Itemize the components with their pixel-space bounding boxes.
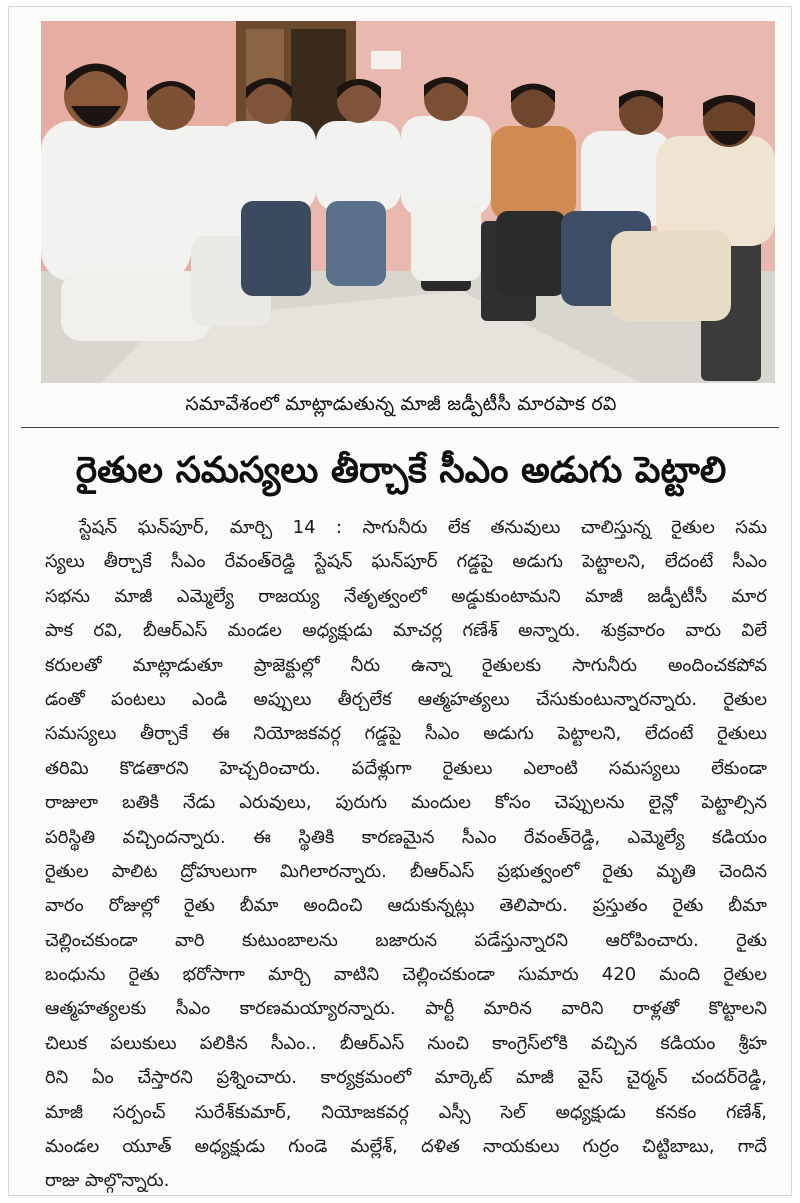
- news-photo: [41, 21, 775, 383]
- article-line: డంతో పంటలు ఎండి అప్పులు తీర్చలేక ఆత్మహత్యలు చేసుకుంటున్నారన్నారు. రైతుల: [45, 688, 767, 710]
- article-line: కరులతో మాట్లాడుతూ ప్రాజెక్టుల్లో నీరు ఉన్నా రైతులకు సాగునీరు అందించకపోవ: [45, 654, 767, 676]
- article-line: స్యలు తీర్చాకే సీఎం రేవంత్‌రెడ్డి స్టేషన్ ఘన్‌పూర్ గడ్డపై అడుగు పెట్టాలని, లేదంటే సీఎం: [45, 551, 767, 573]
- article-line: తరిమి కొడతారని హెచ్చరించారు. పదేళ్లుగా రైతులు ఎలాంటి సమస్యలు లేకుండా: [45, 757, 767, 779]
- article-body: [45, 511, 767, 1199]
- group-meeting-image: [41, 21, 775, 383]
- article-line: చిలుక పలుకులు పలికిన సీఎం.. బీఆర్ఎస్ నుంచి కాంగ్రెస్‌లోకి వచ్చిన కడియం శ్రీహ: [45, 1032, 767, 1054]
- article-line: సభను మాజీ ఎమ్మెల్యే రాజయ్య నేతృత్వంలో అడ్డుకుంటామని మాజీ జడ్పీటీసీ మార: [45, 585, 767, 607]
- article-line: రాజు పాల్గొన్నారు.: [45, 1170, 170, 1192]
- article-line: మాజీ సర్పంచ్ సురేశ్‌కుమార్, నియోజకవర్గ ఎస్సీ సెల్ అధ్యక్షుడు కనకం గణేశ్,: [45, 1101, 767, 1123]
- article-line: రాజులా బతికి నేడు ఎరువులు, పురుగు మందుల కోసం చెప్పులను లైన్లో పెట్టాల్సిన: [45, 792, 767, 814]
- article-line: రిని ఏం చేస్తారని ప్రశ్నించారు. కార్యక్రమంలో మార్కెట్ మాజీ వైస్ చైర్మన్ చందర్‌రెడ్డి,: [45, 1067, 767, 1089]
- news-clipping: [8, 6, 792, 1196]
- article-line: పరిస్థితి వచ్చిందన్నారు. ఈ స్థితికి కారణమైన సీఎం రేవంత్‌రెడ్డి, ఎమ్మెల్యే కడియం: [45, 826, 767, 848]
- article-line: చెల్లించకుండా వారి కుటుంబాలను బజారున పడేస్తున్నారని ఆరోపించారు. రైతు: [45, 929, 767, 951]
- article-line: సమస్యలు తీర్చాకే ఈ నియోజకవర్గ గడ్డపై సీఎం అడుగు పెట్టాలని, లేదంటే రైతులు: [45, 723, 767, 745]
- article-line: స్టేషన్ ఘన్‌పూర్, మార్చి 14 : సాగునీరు లేక తనువులు చాలిస్తున్న రైతుల సమ: [79, 517, 767, 538]
- article-line: వారం రోజుల్లో రైతు బీమా అందించి ఆదుకున్నట్లు తెలిపారు. ప్రస్తుతం రైతు బీమా: [45, 895, 767, 917]
- divider: [21, 427, 779, 428]
- article-line: పాక రవి, బీఆర్ఎస్ మండల అధ్యక్షుడు మాచర్ల గణేశ్ అన్నారు. శుక్రవారం వారు విలే: [45, 620, 767, 642]
- article-line: రైతుల పాలిట ద్రోహులుగా మిగిలారన్నారు. బీఆర్ఎస్ ప్రభుత్వంలో రైతు మృతి చెందిన: [45, 860, 767, 882]
- article-line: ఆత్మహత్యలకు సీఎం కారణమయ్యారన్నారు. పార్టీ మారిన వారిని రాళ్లతో కొట్టాలని: [45, 998, 767, 1020]
- article-line: బంధును రైతు భరోసాగా మార్చి వాటిని చెల్లించకుండా సుమారు 420 మంది రైతుల: [45, 964, 767, 986]
- photo-caption: సమావేశంలో మాట్లాడుతున్న మాజీ జడ్పీటీసీ మారపాక రవి: [185, 393, 617, 415]
- headline: రైతుల సమస్యలు తీర్చాకే సీఎం అడుగు పెట్టాలి: [75, 450, 727, 491]
- article-line: మండల యూత్ అధ్యక్షుడు గుండె మల్లేశ్, దళిత నాయకులు గుర్రం చిట్టిబాబు, గాదే: [45, 1136, 767, 1158]
